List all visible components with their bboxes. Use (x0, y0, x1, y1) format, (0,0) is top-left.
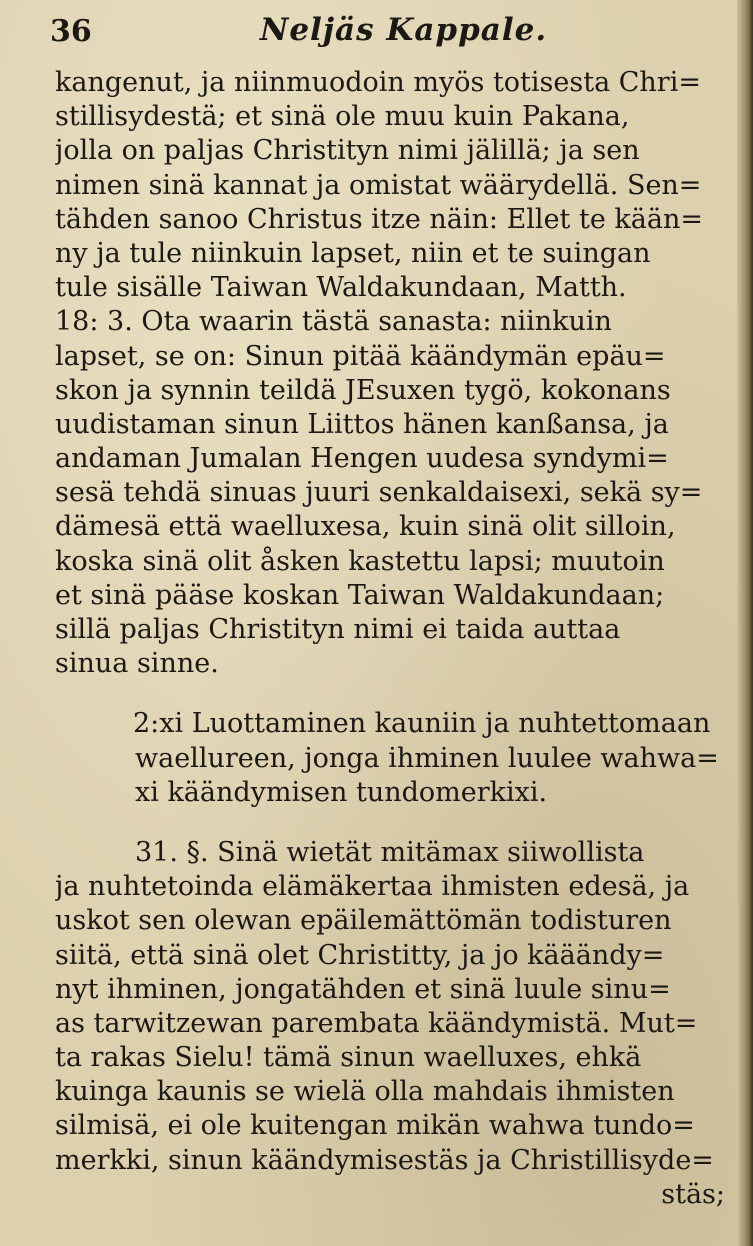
section-heading (55, 707, 735, 810)
text-line: ny ja tule niinkuin lapset, niin et te suingan (55, 237, 651, 269)
text-line: uskot sen olewan epäilemättömän todisturen (55, 905, 672, 937)
text-line: nimen sinä kannat ja omistat wäärydellä. Sen= (55, 169, 702, 201)
text-line: tähden sanoo Christus itze näin: Ellet te kään= (55, 203, 703, 235)
text-line: merkki, sinun käändymisestäs ja Christillisyde= (55, 1144, 714, 1176)
paragraph-gap (55, 810, 735, 836)
text-line: uudistaman sinun Liittos hänen kanßansa, ja (55, 408, 669, 440)
text-line: stillisydestä; et sinä ole muu kuin Pakana, (55, 101, 630, 133)
text-line: lapset, se on: Sinun pitää käändymän epäu= (55, 340, 666, 372)
text-line: andaman Jumalan Hengen uudesa syndymi= (55, 443, 669, 475)
text-line: kangenut, ja niinmuodoin myös totisesta Chri= (55, 67, 701, 98)
text-line: tule sisälle Taiwan Waldakundaan, Matth. (55, 272, 627, 304)
page-number: 36 (50, 14, 92, 49)
text-line: ja nuhtetoinda elämäkertaa ihmisten edesä, ja (55, 871, 690, 903)
text-line: stäs; (661, 1178, 725, 1210)
text-line: skon ja synnin teildä JEsuxen tygö, kokonans (55, 374, 671, 406)
heading-line: waellureen, jonga ihminen luulee wahwa= (135, 742, 719, 774)
text-line: ta rakas Sielu! tämä sinun waelluxes, ehkä (55, 1042, 642, 1074)
body-text (55, 66, 735, 1212)
paragraph-1 (55, 66, 735, 681)
text-line: 18: 3. Ota waarin tästä sanasta: niinkuin (55, 306, 612, 338)
text-line: kuinga kaunis se wielä olla mahdais ihmisten (55, 1076, 675, 1108)
text-line: dämesä että waelluxesa, kuin sinä olit silloin, (55, 511, 676, 543)
text-line: 31. §. Sinä wietät mitämax siiwollista (135, 836, 645, 868)
text-line: nyt ihminen, jongatähden et sinä luule sinu= (55, 973, 671, 1005)
text-line: et sinä pääse koskan Taiwan Waldakundaan; (55, 579, 665, 611)
text-line: koska sinä olit åsken kastettu lapsi; muutoin (55, 545, 665, 577)
text-line: sillä paljas Christityn nimi ei taida auttaa (55, 614, 621, 645)
text-line: silmisä, ei ole kuitengan mikän wahwa tundo= (55, 1110, 695, 1142)
running-head: Neljäs Kappale. (260, 12, 548, 48)
heading-line: xi käändymisen tundomerkixi. (135, 776, 548, 808)
text-line: sinua sinne. (55, 648, 219, 680)
text-line: siitä, että sinä olet Christitty, ja jo kääändy= (55, 939, 665, 971)
text-line: jolla on paljas Christityn nimi jälillä; ja sen (55, 135, 640, 167)
heading-line: 2:xi Luottaminen kauniin ja nuhtettomaan (133, 708, 711, 740)
text-line: sesä tehdä sinuas juuri senkaldaisexi, sekä sy= (55, 477, 703, 509)
page-edge-shadow (737, 0, 753, 1246)
paragraph-gap (55, 681, 735, 707)
page-header (50, 8, 710, 58)
text-line: as tarwitzewan parembata käändymistä. Mut= (55, 1007, 698, 1039)
paragraph-2 (55, 836, 735, 1212)
